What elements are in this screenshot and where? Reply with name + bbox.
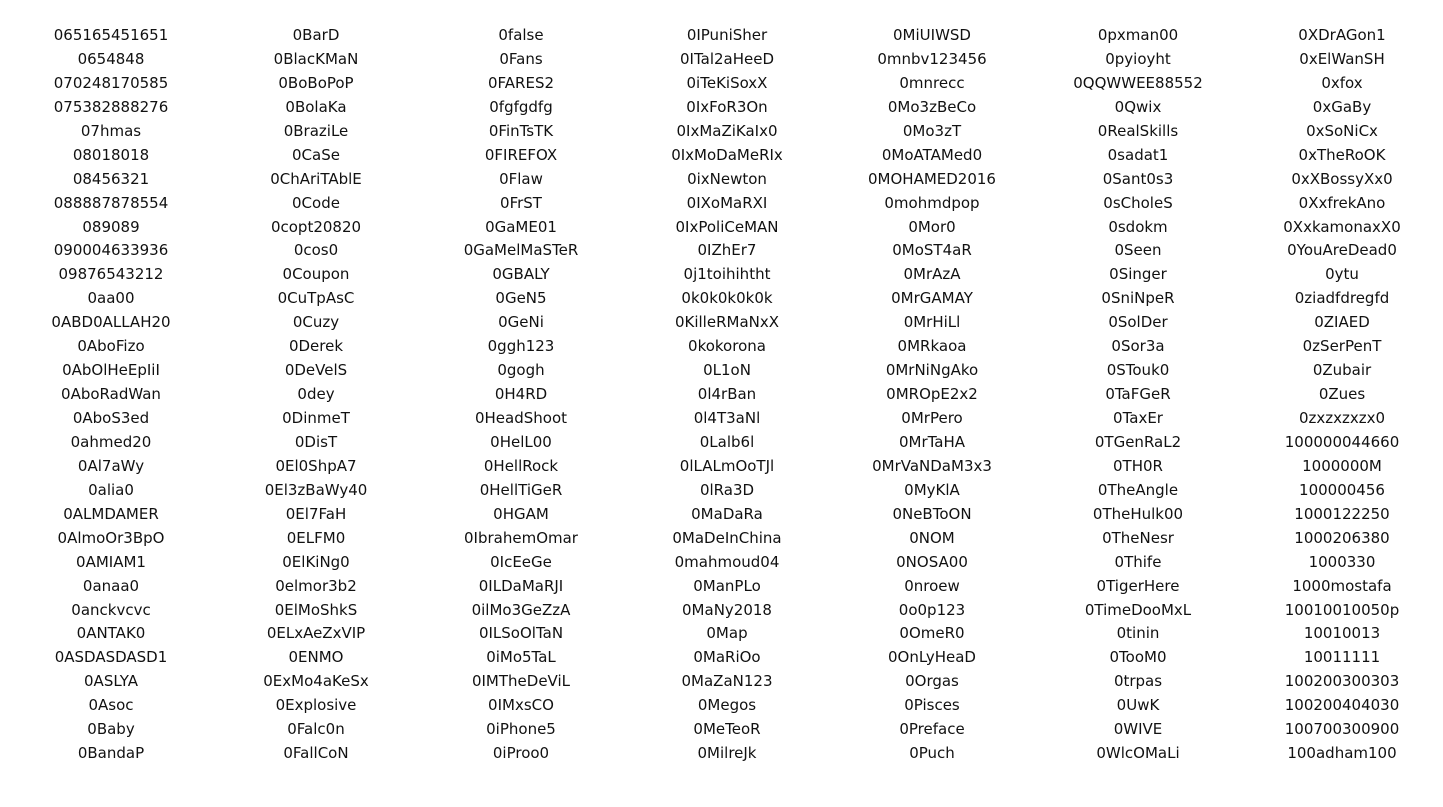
- word-cell: 0MrAzA: [903, 265, 961, 284]
- word-cell: 0FrST: [500, 193, 542, 212]
- word-cell: 1000mostafa: [1292, 576, 1392, 595]
- word-cell: 0alia0: [88, 480, 134, 499]
- word-cell: 0IXoMaRXI: [686, 193, 768, 212]
- word-column-6: [1035, 24, 1241, 766]
- word-cell: 0Al7aWy: [77, 456, 145, 475]
- word-cell: 0SolDer: [1108, 313, 1168, 332]
- word-cell: 089089: [82, 217, 140, 236]
- word-cell: 0xTheRoOK: [1298, 145, 1386, 164]
- word-cell: 0L1oN: [703, 361, 751, 380]
- word-cell: 0ABD0ALLAH20: [51, 313, 171, 332]
- word-cell: 0mohmdpop: [884, 193, 980, 212]
- word-cell: 090004633936: [53, 241, 169, 260]
- word-cell: 0k0k0k0k0k: [681, 289, 773, 308]
- word-cell: 0OnLyHeaD: [888, 648, 976, 667]
- word-cell: 0Map: [706, 624, 748, 643]
- word-cell: 0WIVE: [1113, 720, 1163, 739]
- word-cell: 0H4RD: [494, 385, 548, 404]
- word-cell: 0l4rBan: [697, 385, 757, 404]
- word-cell: 100000044660: [1284, 432, 1400, 451]
- word-cell: 0MilreJk: [697, 744, 757, 763]
- word-cell: 0BoBoPoP: [278, 73, 354, 92]
- word-cell: 0lLALmOoTJl: [679, 456, 775, 475]
- word-cell: 0MyKlA: [904, 480, 960, 499]
- word-cell: 0FinTsTK: [488, 121, 554, 140]
- word-cell: 0NOM: [909, 528, 955, 547]
- word-cell: 0GBALY: [492, 265, 550, 284]
- word-cell: 0MrPero: [901, 409, 963, 427]
- word-cell: 0iTeKiSoxX: [686, 73, 768, 92]
- word-cell: 0cos0: [293, 241, 339, 260]
- word-cell: 0ELxAeZxVIP: [266, 624, 366, 643]
- word-cell: 0xfox: [1321, 73, 1363, 92]
- word-cell: 0GaME01: [485, 217, 557, 236]
- word-cell: 10011111: [1303, 648, 1381, 667]
- word-cell: 0false: [498, 26, 544, 44]
- word-cell: 0AlmoOr3BpO: [57, 528, 165, 547]
- word-cell: 0Explosive: [275, 696, 357, 715]
- word-cell: 0IxPoliCeMAN: [675, 217, 779, 236]
- word-cell: 0MrNiNgAko: [885, 361, 979, 380]
- word-cell: 0ytu: [1325, 265, 1359, 284]
- word-cell: 0ManPLo: [693, 576, 761, 595]
- word-cell: 0iProo0: [492, 744, 550, 763]
- word-cell: 0MaRiOo: [693, 648, 761, 667]
- word-cell: 0HeadShoot: [474, 409, 568, 427]
- word-cell: 075382888276: [53, 97, 169, 116]
- word-cell: 0Fans: [499, 49, 543, 68]
- word-cell: 0ILSoOlTaN: [478, 624, 564, 643]
- word-cell: 0Asoc: [88, 696, 134, 715]
- word-cell: 0ilMo3GeZzA: [471, 600, 571, 619]
- word-cell: 0TheAngle: [1097, 480, 1179, 499]
- word-cell: 0Derek: [288, 337, 344, 356]
- word-cell: 0MrTaHA: [898, 432, 966, 451]
- word-cell: 0j1toihihtht: [683, 265, 771, 284]
- word-cell: 0Coupon: [282, 265, 350, 284]
- word-cell: 0ELFM0: [286, 528, 346, 547]
- word-cell: 0STouk0: [1106, 361, 1170, 380]
- word-cell: 0Megos: [697, 696, 757, 715]
- word-cell: 0MaZaN123: [681, 672, 773, 691]
- word-cell: 0TGenRaL2: [1094, 432, 1182, 451]
- word-cell: 0HellTiGeR: [479, 480, 563, 499]
- word-cell: 0ixNewton: [687, 169, 767, 188]
- word-cell: 0mnbv123456: [877, 49, 987, 68]
- word-cell: 0Seen: [1114, 241, 1162, 260]
- word-cell: 100000456: [1299, 480, 1385, 499]
- word-cell: 0Pisces: [904, 696, 960, 715]
- word-cell: 0Puch: [909, 744, 955, 763]
- word-cell: 0Mo3zT: [902, 121, 962, 140]
- word-cell: 070248170585: [53, 73, 169, 92]
- word-cell: 0HellRock: [483, 456, 559, 475]
- word-cell: 065165451651: [53, 26, 169, 44]
- word-cell: 08456321: [72, 169, 150, 188]
- word-cell: 09876543212: [58, 265, 164, 284]
- word-cell: 0l4T3aNl: [693, 409, 761, 427]
- word-cell: 0ahmed20: [70, 432, 152, 451]
- word-column-3: [418, 24, 624, 766]
- word-cell: 0IbrahemOmar: [464, 528, 578, 547]
- word-cell: 0IxMaZiKaIx0: [676, 121, 778, 140]
- word-cell: 0ENMO: [288, 648, 344, 667]
- word-cell: 0MiUIWSD: [893, 26, 971, 44]
- word-cell: 1000000M: [1302, 456, 1382, 475]
- word-cell: 0pxman00: [1097, 26, 1179, 44]
- word-cell: 0sdokm: [1108, 217, 1168, 236]
- word-cell: 0XDrAGon1: [1298, 26, 1386, 44]
- word-cell: 0Lalb6l: [699, 432, 755, 451]
- word-cell: 0KilleRMaNxX: [674, 313, 780, 332]
- word-cell: 0TooM0: [1109, 648, 1167, 667]
- word-cell: 0AMIAM1: [76, 552, 146, 571]
- word-cell: 0Falc0n: [287, 720, 345, 739]
- word-cell: 0gogh: [497, 361, 545, 380]
- word-cell: 0IZhEr7: [697, 241, 757, 260]
- word-column-4: [624, 24, 830, 766]
- word-cell: 0sCholeS: [1103, 193, 1173, 212]
- word-cell: 0Preface: [899, 720, 965, 739]
- word-cell: 0ExMo4aKeSx: [263, 672, 369, 691]
- word-cell: 0kokorona: [688, 337, 766, 356]
- word-cell: 0BolaKa: [285, 97, 347, 116]
- word-cell: 0sadat1: [1107, 145, 1169, 164]
- word-cell: 0FARES2: [487, 73, 555, 92]
- word-cell: 0Mo3zBeCo: [887, 97, 977, 116]
- word-cell: 0ElKiNg0: [282, 552, 350, 571]
- word-cell: 0IMxsCO: [488, 696, 554, 715]
- word-cell: 1000206380: [1294, 528, 1390, 547]
- word-cell: 0TaxEr: [1113, 409, 1163, 427]
- word-cell: 0CaSe: [292, 145, 340, 164]
- word-cell: 0YouAreDead0: [1287, 241, 1397, 260]
- word-cell: 0QQWWEE88552: [1073, 73, 1203, 92]
- word-cell: 0TheHulk00: [1092, 504, 1184, 523]
- word-cell: 0ASLYA: [84, 672, 138, 691]
- word-cell: 100200404030: [1284, 696, 1400, 715]
- word-cell: 0mahmoud04: [674, 552, 780, 571]
- word-cell: 0GeNi: [498, 313, 544, 332]
- word-cell: 0TimeDooMxL: [1084, 600, 1192, 619]
- word-cell: 0zxzxzxzx0: [1298, 409, 1386, 427]
- word-cell: 0ILDaMaRJI: [478, 576, 564, 595]
- word-cell: 0BandaP: [77, 744, 145, 763]
- word-cell: 0ANTAK0: [76, 624, 146, 643]
- word-cell: 0anaa0: [82, 576, 140, 595]
- word-cell: 07hmas: [80, 121, 142, 140]
- word-cell: 0mnrecc: [899, 73, 965, 92]
- word-cell: 0xElWanSH: [1299, 49, 1385, 68]
- word-cell: 0WlcOMaLi: [1096, 744, 1180, 763]
- word-cell: 0xSoNiCx: [1306, 121, 1378, 140]
- word-cell: 0nroew: [904, 576, 960, 595]
- word-cell: 0CuTpAsC: [277, 289, 355, 308]
- word-cell: 0ziadfdregfd: [1294, 289, 1390, 308]
- word-cell: 0elmor3b2: [275, 576, 357, 595]
- word-cell: 0ZIAED: [1314, 313, 1370, 332]
- word-cell: 0zSerPenT: [1302, 337, 1382, 356]
- word-cell: 0BlacKMaN: [273, 49, 359, 68]
- word-cell: 0DeVelS: [284, 361, 348, 380]
- word-cell: 10010013: [1303, 624, 1381, 643]
- word-cell: 0NOSA00: [896, 552, 968, 571]
- word-cell: 0iMo5TaL: [486, 648, 556, 667]
- word-cell: 0AboFizo: [77, 337, 145, 356]
- word-cell: 0HGAM: [493, 504, 549, 523]
- word-cell: 0Sor3a: [1111, 337, 1165, 356]
- word-cell: 0MoST4aR: [892, 241, 972, 260]
- word-cell: 0IPuniSher: [686, 26, 768, 44]
- word-cell: 0MRkaoa: [897, 337, 967, 356]
- word-cell: 0DisT: [294, 432, 338, 451]
- word-cell: 0SniNpeR: [1101, 289, 1175, 308]
- word-cell: 0El7FaH: [285, 504, 347, 523]
- word-cell: 0MOHAMED2016: [868, 169, 996, 188]
- word-cell: 0Code: [292, 193, 340, 212]
- word-cell: 0HelL00: [490, 432, 552, 451]
- word-cell: 0trpas: [1113, 672, 1163, 691]
- word-cell: 0TigerHere: [1096, 576, 1180, 595]
- word-cell: 1000330: [1308, 552, 1376, 571]
- word-cell: 0ChAriTAblE: [270, 169, 362, 188]
- word-cell: 0fgfgdfg: [489, 97, 553, 116]
- word-cell: 08018018: [72, 145, 150, 164]
- word-cell: 0dey: [297, 385, 335, 404]
- word-cell: 0AbOlHeEpIiI: [62, 361, 160, 380]
- word-cell: 0TH0R: [1113, 456, 1163, 475]
- word-cell: 0o0p123: [898, 600, 966, 619]
- word-cell: 0DinmeT: [282, 409, 350, 427]
- word-cell: 0MrGAMAY: [891, 289, 973, 308]
- word-cell: 0MROpE2x2: [886, 385, 978, 404]
- word-column-2: [213, 24, 419, 766]
- word-cell: 0UwK: [1116, 696, 1160, 715]
- word-cell: 0copt20820: [270, 217, 362, 236]
- word-cell: 0AboRadWan: [61, 385, 161, 404]
- word-cell: 0Thife: [1114, 552, 1162, 571]
- word-cell: 0pyioyht: [1105, 49, 1171, 68]
- word-cell: 0IxMoDaMeRIx: [671, 145, 783, 164]
- word-cell: 0iPhone5: [486, 720, 556, 739]
- word-cell: 0ALMDAMER: [63, 504, 159, 523]
- word-cell: 100adham100: [1287, 744, 1397, 763]
- word-cell: 0MaDaRa: [691, 504, 763, 523]
- word-cell: 0Mor0: [908, 217, 956, 236]
- word-cell: 0Qwix: [1114, 97, 1162, 116]
- word-cell: 0RealSkills: [1097, 121, 1179, 140]
- word-cell: 0OmeR0: [899, 624, 965, 643]
- word-cell: 0xGaBy: [1312, 97, 1372, 116]
- word-cell: 0ggh123: [487, 337, 555, 356]
- word-cell: 0BarD: [292, 26, 340, 44]
- word-cell: 0654848: [77, 49, 145, 68]
- word-cell: 100200300303: [1284, 672, 1400, 691]
- word-cell: 0anckvcvc: [71, 600, 151, 619]
- word-cell: 0El3zBaWy40: [264, 480, 368, 499]
- word-cell: 0IMTheDeViL: [471, 672, 571, 691]
- word-cell: 0MrVaNDaM3x3: [872, 456, 992, 475]
- word-cell: 0aa00: [87, 289, 135, 308]
- word-cell: 0Zubair: [1312, 361, 1372, 380]
- word-cell: 0Orgas: [905, 672, 959, 691]
- word-cell: 0IxFoR3On: [686, 97, 768, 116]
- word-cell: 0NeBToON: [892, 504, 972, 523]
- word-cell: 0ITal2aHeeD: [679, 49, 775, 68]
- word-cell: 0FallCoN: [283, 744, 349, 763]
- word-cell: 0MeTeoR: [693, 720, 761, 739]
- word-cell: 0XxfrekAno: [1298, 193, 1386, 212]
- word-column-1: [8, 24, 214, 766]
- word-column-7: [1239, 24, 1443, 766]
- word-cell: 0Sant0s3: [1102, 169, 1174, 188]
- word-cell: 0TaFGeR: [1105, 385, 1171, 404]
- word-cell: 1000122250: [1294, 504, 1390, 523]
- word-cell: 0MaNy2018: [682, 600, 772, 619]
- word-cell: 0MaDeInChina: [672, 528, 782, 547]
- word-cell: 0MrHiLl: [903, 313, 961, 332]
- word-cell: 0Flaw: [499, 169, 543, 188]
- word-cell: 0BraziLe: [283, 121, 349, 140]
- word-cell: 0MoATAMed0: [881, 145, 983, 164]
- word-column-5: [829, 24, 1035, 766]
- word-cell: 0Singer: [1109, 265, 1167, 284]
- word-cell: 0FIREFOX: [484, 145, 558, 164]
- word-cell: 0Baby: [87, 720, 135, 739]
- word-cell: 0AboS3ed: [72, 409, 150, 427]
- word-cell: 0xXBossyXx0: [1291, 169, 1393, 188]
- word-cell: 0GaMelMaSTeR: [463, 241, 579, 260]
- word-cell: 0lRa3D: [699, 480, 755, 499]
- word-cell: 088887878554: [53, 193, 169, 212]
- word-cell: 0TheNesr: [1102, 528, 1174, 547]
- word-cell: 0XxkamonaxX0: [1283, 217, 1401, 236]
- word-cell: 0ASDASDASD1: [54, 648, 168, 667]
- word-cell: 0Zues: [1318, 385, 1366, 404]
- word-cell: 0El0ShpA7: [275, 456, 357, 475]
- word-cell: 10010010050p: [1284, 600, 1400, 619]
- word-cell: 0IcEeGe: [490, 552, 552, 571]
- word-cell: 100700300900: [1284, 720, 1400, 739]
- word-cell: 0ElMoShkS: [274, 600, 358, 619]
- word-cell: 0GeN5: [495, 289, 547, 308]
- word-cell: 0Cuzy: [292, 313, 340, 332]
- word-cell: 0tinin: [1116, 624, 1160, 643]
